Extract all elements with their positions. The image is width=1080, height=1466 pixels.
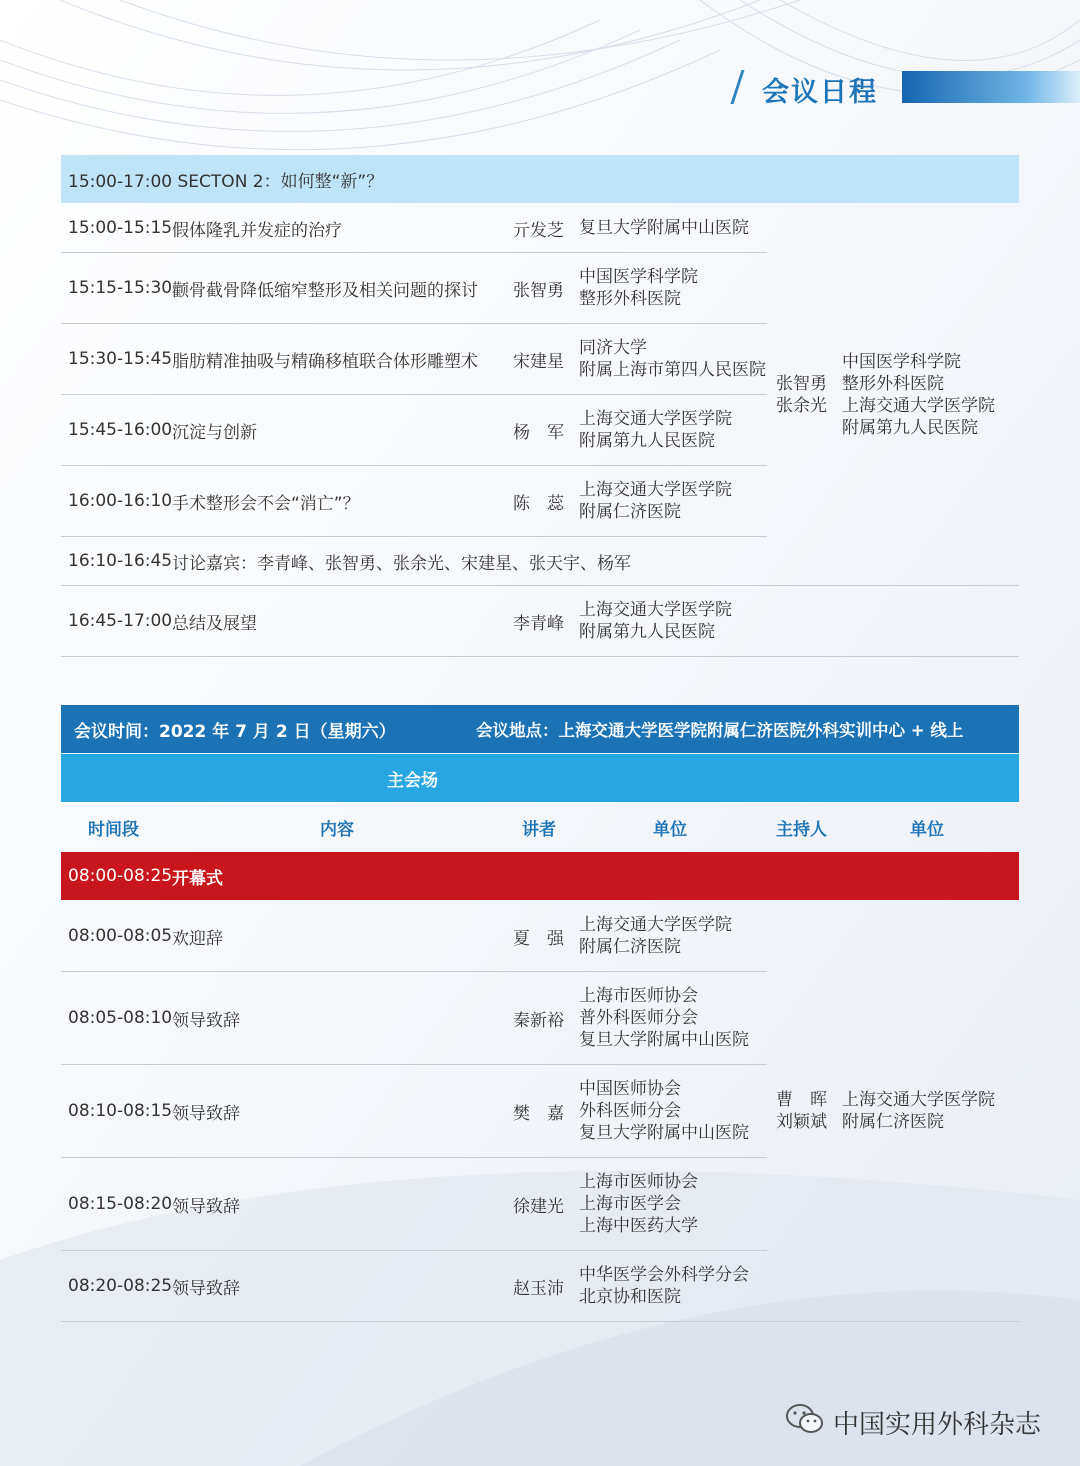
content-cell: 领导致辞	[172, 1103, 240, 1124]
unit-cell: 上海交通大学医学院 附属第九人民医院	[579, 409, 732, 451]
opening-time: 08:00-08:25	[68, 866, 173, 886]
time-cell: 08:05-08:10	[68, 1008, 173, 1028]
speaker-cell: 张智勇	[513, 280, 564, 301]
content-cell: 领导致辞	[172, 1196, 240, 1217]
time-cell: 08:15-08:20	[68, 1194, 173, 1214]
page-title: 会议日程	[762, 77, 878, 108]
unit-cell: 中国医学科学院 整形外科医院	[579, 267, 698, 309]
section-header	[61, 155, 1019, 203]
content-cell: 总结及展望	[172, 613, 257, 634]
host-block	[61, 1088, 1019, 1134]
speaker-cell: 徐建光	[513, 1196, 564, 1217]
divider	[61, 1321, 1019, 1322]
speaker-cell: 杨 军	[513, 422, 564, 443]
date-label: 会议时间：2022 年 7 月 2 日（星期六）	[74, 721, 396, 742]
time-cell: 15:00-15:15	[68, 218, 173, 238]
speaker-cell: 亓发芝	[513, 220, 564, 241]
date-bar	[61, 705, 1019, 753]
unit-cell: 中国医师协会 外科医师分会 复旦大学附属中山医院	[579, 1079, 749, 1143]
table-row	[61, 1158, 1019, 1250]
host-units: 上海交通大学医学院 附属仁济医院	[842, 1090, 995, 1132]
host-names: 曹 晖 刘颖斌	[776, 1090, 827, 1132]
opening-title: 开幕式	[172, 868, 223, 889]
table-row	[61, 253, 1019, 323]
host-units: 中国医学科学院 整形外科医院 上海交通大学医学院 附属第九人民医院	[842, 352, 995, 438]
watermark	[785, 1402, 1041, 1443]
table-row	[61, 972, 1019, 1064]
col-unit: 单位	[653, 819, 687, 840]
content-cell: 沉淀与创新	[172, 422, 257, 443]
time-cell: 16:10-16:45	[68, 551, 173, 571]
time-cell: 16:45-17:00	[68, 611, 173, 631]
unit-cell: 上海交通大学医学院 附属第九人民医院	[579, 600, 732, 642]
unit-cell: 上海市医师协会 普外科医师分会 复旦大学附属中山医院	[579, 986, 749, 1050]
wechat-icon	[785, 1402, 825, 1443]
col-content: 内容	[320, 819, 354, 840]
unit-cell: 同济大学 附属上海市第四人民医院	[579, 338, 766, 380]
watermark-text: 中国实用外科杂志	[833, 1410, 1042, 1440]
time-cell: 16:00-16:10	[68, 491, 173, 511]
time-cell: 08:00-08:05	[68, 926, 173, 946]
speaker-cell: 李青峰	[513, 613, 564, 634]
speaker-cell: 陈 蕊	[513, 493, 564, 514]
unit-cell: 中华医学会外科学分会 北京协和医院	[579, 1265, 749, 1307]
time-cell: 15:45-16:00	[68, 420, 173, 440]
unit-cell: 上海交通大学医学院 附属仁济医院	[579, 480, 732, 522]
col-host-unit: 单位	[910, 819, 944, 840]
host-block	[61, 350, 1019, 440]
content-cell: 领导致辞	[172, 1278, 240, 1299]
table-row	[61, 537, 1019, 585]
content-cell: 讨论嘉宾：李青峰、张智勇、张余光、宋建星、张天宇、杨军	[172, 553, 631, 574]
table-row	[61, 901, 1019, 971]
speaker-cell: 秦新裕	[513, 1010, 564, 1031]
table-row	[61, 204, 1019, 252]
time-cell: 15:30-15:45	[68, 349, 173, 369]
table-row	[61, 466, 1019, 536]
unit-cell: 上海交通大学医学院 附属仁济医院	[579, 915, 732, 957]
time-cell: 15:15-15:30	[68, 278, 173, 298]
unit-cell: 复旦大学附属中山医院	[579, 218, 749, 238]
opening-bar	[61, 852, 1019, 900]
unit-cell: 上海市医师协会 上海市医学会 上海中医药大学	[579, 1172, 698, 1236]
content-cell: 脂肪精准抽吸与精确移植联合体形雕塑术	[172, 351, 478, 372]
speaker-cell: 夏 强	[513, 928, 564, 949]
content-cell: 手术整形会不会“消亡”？	[172, 493, 360, 514]
col-host: 主持人	[776, 819, 827, 840]
speaker-cell: 赵玉沛	[513, 1278, 564, 1299]
hall-bar	[61, 754, 1019, 802]
hall-label: 主会场	[387, 770, 438, 791]
column-header	[61, 803, 1019, 851]
speaker-cell: 宋建星	[513, 351, 564, 372]
time-cell: 08:20-08:25	[68, 1276, 173, 1296]
header-accent-bar	[902, 71, 1080, 103]
table-row	[61, 586, 1019, 656]
content-cell: 颧骨截骨降低缩窄整形及相关问题的探讨	[172, 280, 478, 301]
col-time: 时间段	[88, 819, 139, 840]
table-row	[61, 1251, 1019, 1321]
col-speaker: 讲者	[522, 819, 556, 840]
content-cell: 假体隆乳并发症的治疗	[172, 220, 342, 241]
host-names: 张智勇 张余光	[776, 374, 827, 416]
speaker-cell: 樊 嘉	[513, 1103, 564, 1124]
content-cell: 欢迎辞	[172, 928, 223, 949]
time-cell: 08:10-08:15	[68, 1101, 173, 1121]
divider	[61, 656, 1019, 657]
section-title: 15:00-17:00 SECTON 2：如何整“新”？	[68, 171, 384, 192]
place-label: 会议地点：上海交通大学医学院附属仁济医院外科实训中心 + 线上	[476, 721, 964, 740]
content-cell: 领导致辞	[172, 1010, 240, 1031]
